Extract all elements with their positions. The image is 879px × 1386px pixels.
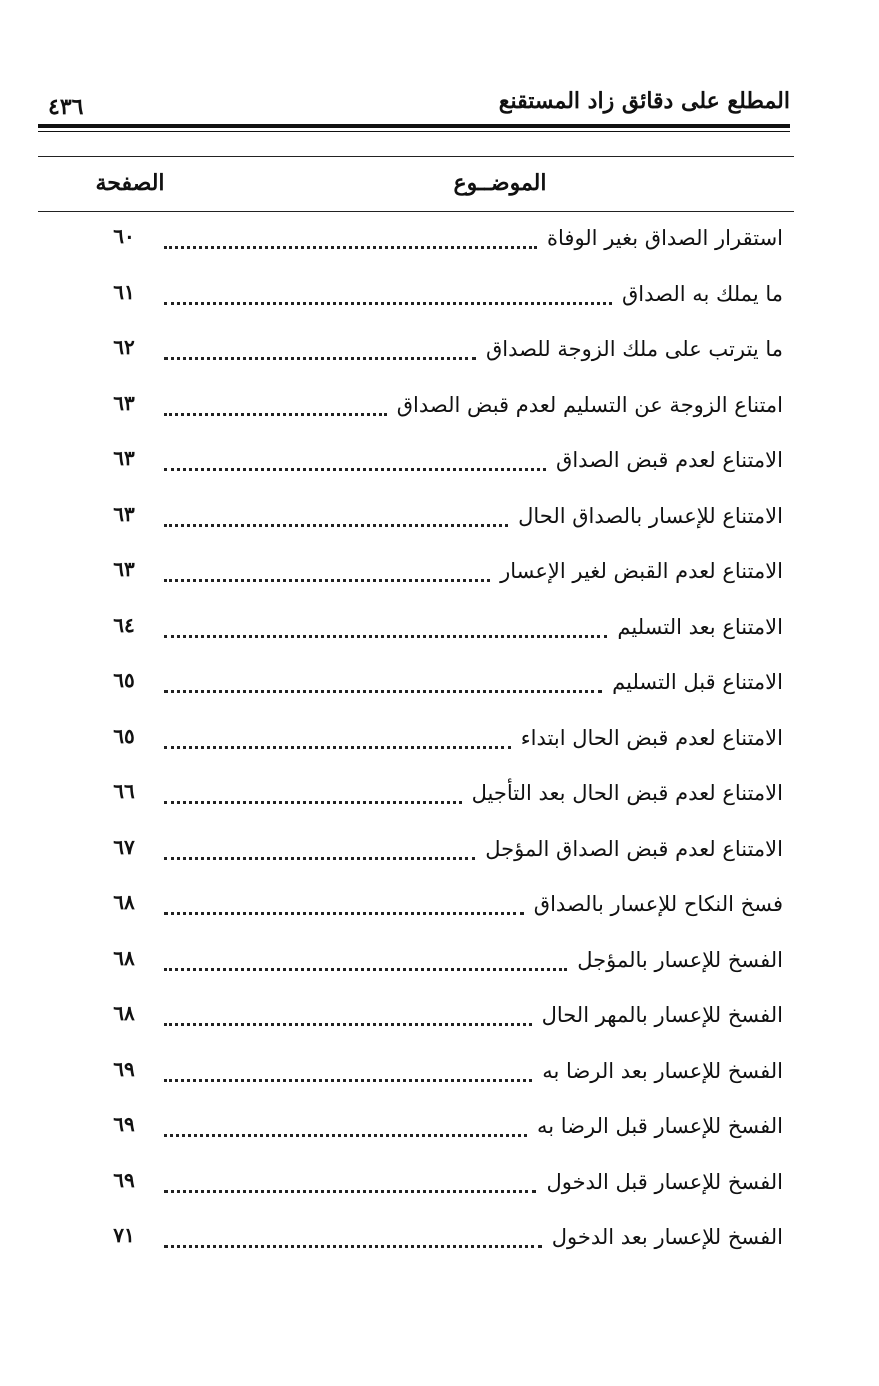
toc-entry	[0, 1106, 879, 1162]
toc-entry-page: ٦٣	[113, 557, 135, 581]
toc-entry-title: الامتناع لعدم القبض لغير الإعسار	[500, 559, 783, 583]
table-of-contents	[0, 218, 879, 1273]
column-header-rule	[38, 211, 794, 212]
toc-entry-page: ٧١	[113, 1223, 135, 1247]
dot-leader	[164, 468, 546, 471]
dot-leader	[164, 246, 537, 249]
toc-entry-title: الامتناع قبل التسليم	[612, 670, 783, 694]
toc-entry	[0, 218, 879, 274]
toc-entry-page: ٦٩	[113, 1112, 135, 1136]
toc-entry	[0, 662, 879, 718]
dot-leader	[164, 1134, 527, 1137]
dot-leader	[164, 912, 524, 915]
dot-leader	[164, 357, 476, 360]
toc-entry	[0, 1217, 879, 1273]
toc-entry-page: ٦١	[113, 279, 135, 304]
toc-entry	[0, 274, 879, 330]
toc-entry	[0, 718, 879, 774]
toc-entry-title: الفسخ للإعسار بالمؤجل	[577, 947, 783, 972]
toc-entry	[0, 995, 879, 1051]
toc-entry-page: ٦٩	[113, 1056, 135, 1081]
toc-entry-title: ما يترتب على ملك الزوجة للصداق	[485, 337, 783, 361]
toc-entry-page: ٦٨	[113, 1001, 135, 1025]
toc-entry	[0, 884, 879, 940]
toc-entry	[0, 329, 879, 385]
toc-entry-page: ٦٨	[113, 890, 135, 914]
toc-entry-title: الامتناع للإعسار بالصداق الحال	[518, 503, 783, 528]
toc-entry-title: استقرار الصداق بغير الوفاة	[547, 226, 783, 250]
toc-entry-title: الامتناع لعدم قبض الصداق	[556, 448, 783, 472]
toc-entry-title: امتناع الزوجة عن التسليم لعدم قبض الصداق	[396, 392, 783, 417]
dot-leader	[164, 635, 607, 638]
toc-entry	[0, 829, 879, 885]
toc-entry-page: ٦٣	[113, 501, 135, 526]
toc-entry-page: ٦٤	[113, 612, 135, 637]
page-number: ٤٣٦	[48, 94, 84, 120]
header-rule-thin	[38, 131, 790, 132]
dot-leader	[164, 746, 511, 749]
table-top-rule	[38, 156, 794, 157]
toc-entry	[0, 440, 879, 496]
toc-entry-title: الامتناع بعد التسليم	[617, 614, 783, 639]
toc-entry-page: ٦٢	[113, 335, 135, 359]
toc-entry-page: ٦٣	[113, 390, 135, 415]
toc-entry	[0, 1051, 879, 1107]
toc-entry-title: الامتناع لعدم قبض الحال بعد التأجيل	[471, 781, 783, 805]
column-header-topic: الموضــوع	[453, 170, 547, 196]
dot-leader	[164, 968, 567, 971]
toc-entry-title: فسخ النكاح للإعسار بالصداق	[533, 892, 783, 916]
toc-entry-page: ٦٨	[113, 945, 135, 970]
toc-entry	[0, 773, 879, 829]
toc-entry	[0, 940, 879, 996]
toc-entry-title: ما يملك به الصداق	[621, 281, 783, 306]
header-rule	[38, 124, 790, 128]
toc-entry-title: الفسخ للإعسار بعد الدخول	[551, 1225, 783, 1249]
toc-entry-page: ٦٥	[113, 668, 135, 692]
dot-leader	[164, 302, 612, 305]
toc-entry-title: الفسخ للإعسار بعد الرضا به	[542, 1058, 783, 1083]
book-title: المطلع على دقائق زاد المستقنع	[498, 88, 790, 114]
toc-entry-page: ٦٧	[113, 834, 135, 859]
toc-entry-title: الفسخ للإعسار بالمهر الحال	[541, 1003, 783, 1027]
toc-entry	[0, 496, 879, 552]
column-header-page: الصفحة	[95, 170, 165, 196]
toc-entry-page: ٦٠	[113, 224, 135, 248]
toc-entry-page: ٦٥	[113, 723, 135, 748]
toc-entry-title: الامتناع لعدم قبض الصداق المؤجل	[485, 836, 783, 861]
toc-entry	[0, 385, 879, 441]
dot-leader	[164, 1245, 542, 1248]
toc-entry-title: الفسخ للإعسار قبل الدخول	[546, 1169, 783, 1194]
dot-leader	[164, 1023, 532, 1026]
dot-leader	[164, 524, 508, 527]
toc-entry	[0, 607, 879, 663]
dot-leader	[164, 1190, 536, 1193]
toc-entry	[0, 551, 879, 607]
toc-entry-title: الفسخ للإعسار قبل الرضا به	[536, 1114, 783, 1138]
dot-leader	[164, 857, 475, 860]
toc-entry-page: ٦٩	[113, 1167, 135, 1192]
dot-leader	[164, 413, 387, 416]
toc-entry-page: ٦٦	[113, 779, 135, 803]
toc-entry-page: ٦٣	[113, 446, 135, 470]
toc-entry	[0, 1162, 879, 1218]
dot-leader	[164, 1079, 532, 1082]
dot-leader	[164, 579, 490, 582]
dot-leader	[164, 690, 602, 693]
toc-entry-title: الامتناع لعدم قبض الحال ابتداء	[520, 725, 783, 750]
dot-leader	[164, 801, 462, 804]
